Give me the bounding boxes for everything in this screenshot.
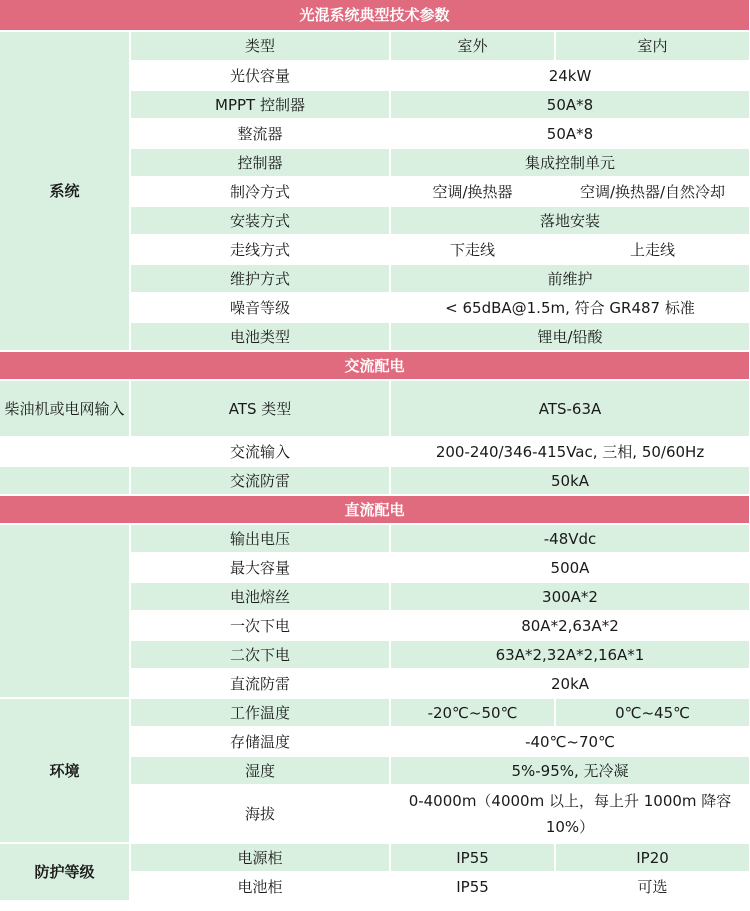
row-label: 电源柜 bbox=[130, 843, 390, 872]
category-blank bbox=[0, 524, 130, 698]
category-system: 系统 bbox=[0, 31, 130, 351]
row-value: 集成控制单元 bbox=[390, 148, 750, 177]
row-label: 直流防雷 bbox=[130, 669, 390, 698]
row-label: ATS 类型 bbox=[130, 380, 390, 437]
row-label: 交流输入 bbox=[130, 437, 390, 466]
table-title: 光混系统典型技术参数 bbox=[0, 0, 750, 31]
row-label: 湿度 bbox=[130, 756, 390, 785]
row-value-outdoor: IP55 bbox=[390, 843, 555, 872]
row-value: 前维护 bbox=[390, 264, 750, 293]
row-value: < 65dBA@1.5m, 符合 GR487 标准 bbox=[390, 293, 750, 322]
category-blank bbox=[0, 466, 130, 495]
row-label: 制冷方式 bbox=[130, 177, 390, 206]
table-row bbox=[0, 698, 750, 727]
section-title-ac: 交流配电 bbox=[0, 351, 750, 380]
row-value-indoor: IP20 bbox=[555, 843, 750, 872]
row-label: 存储温度 bbox=[130, 727, 390, 756]
row-value: 0-4000m（4000m 以上，每上升 1000m 降容 10%） bbox=[390, 785, 750, 843]
section-band-dc bbox=[0, 495, 750, 524]
row-label: 维护方式 bbox=[130, 264, 390, 293]
section-band-ac bbox=[0, 351, 750, 380]
row-value-outdoor: -20℃~50℃ bbox=[390, 698, 555, 727]
column-header-outdoor: 室外 bbox=[390, 31, 555, 61]
row-label: 光伏容量 bbox=[130, 61, 390, 90]
row-label: MPPT 控制器 bbox=[130, 90, 390, 119]
row-value: 500A bbox=[390, 553, 750, 582]
row-value: 80A*2,63A*2 bbox=[390, 611, 750, 640]
table-row bbox=[0, 31, 750, 61]
row-label: 噪音等级 bbox=[130, 293, 390, 322]
row-value: 24kW bbox=[390, 61, 750, 90]
row-label: 最大容量 bbox=[130, 553, 390, 582]
row-label: 电池柜 bbox=[130, 872, 390, 901]
table-row bbox=[0, 524, 750, 553]
row-value: -48Vdc bbox=[390, 524, 750, 553]
row-label: 工作温度 bbox=[130, 698, 390, 727]
category-protection: 防护等级 bbox=[0, 843, 130, 901]
row-label: 海拔 bbox=[130, 785, 390, 843]
row-value: 50kA bbox=[390, 466, 750, 495]
row-label: 整流器 bbox=[130, 119, 390, 148]
row-value-outdoor: 空调/换热器 bbox=[390, 177, 555, 206]
row-value: 63A*2,32A*2,16A*1 bbox=[390, 640, 750, 669]
category-environment: 环境 bbox=[0, 698, 130, 843]
category-ac-input: 柴油机或电网输入 bbox=[0, 380, 130, 437]
row-label: 一次下电 bbox=[130, 611, 390, 640]
table-row bbox=[0, 843, 750, 872]
category-blank bbox=[0, 437, 130, 466]
table-row bbox=[0, 466, 750, 495]
row-label: 输出电压 bbox=[130, 524, 390, 553]
row-label: 安装方式 bbox=[130, 206, 390, 235]
row-label: 电池熔丝 bbox=[130, 582, 390, 611]
row-value-indoor: 0℃~45℃ bbox=[555, 698, 750, 727]
row-value: 20kA bbox=[390, 669, 750, 698]
row-label: 交流防雷 bbox=[130, 466, 390, 495]
row-label: 二次下电 bbox=[130, 640, 390, 669]
row-value-indoor: 空调/换热器/自然冷却 bbox=[555, 177, 750, 206]
row-value: 50A*8 bbox=[390, 119, 750, 148]
row-label: 控制器 bbox=[130, 148, 390, 177]
table-row bbox=[0, 380, 750, 437]
row-label: 电池类型 bbox=[130, 322, 390, 351]
row-label: 走线方式 bbox=[130, 235, 390, 264]
section-title-dc: 直流配电 bbox=[0, 495, 750, 524]
column-header-type: 类型 bbox=[130, 31, 390, 61]
row-value: -40℃~70℃ bbox=[390, 727, 750, 756]
row-value-indoor: 可选 bbox=[555, 872, 750, 901]
row-value: 锂电/铅酸 bbox=[390, 322, 750, 351]
row-value: 落地安装 bbox=[390, 206, 750, 235]
row-value: 5%-95%, 无冷凝 bbox=[390, 756, 750, 785]
column-header-indoor: 室内 bbox=[555, 31, 750, 61]
row-value: 300A*2 bbox=[390, 582, 750, 611]
row-value: 50A*8 bbox=[390, 90, 750, 119]
row-value-indoor: 上走线 bbox=[555, 235, 750, 264]
row-value-outdoor: 下走线 bbox=[390, 235, 555, 264]
row-value: ATS-63A bbox=[390, 380, 750, 437]
title-row bbox=[0, 0, 750, 31]
row-value: 200-240/346-415Vac, 三相, 50/60Hz bbox=[390, 437, 750, 466]
table-row bbox=[0, 437, 750, 466]
row-value-outdoor: IP55 bbox=[390, 872, 555, 901]
